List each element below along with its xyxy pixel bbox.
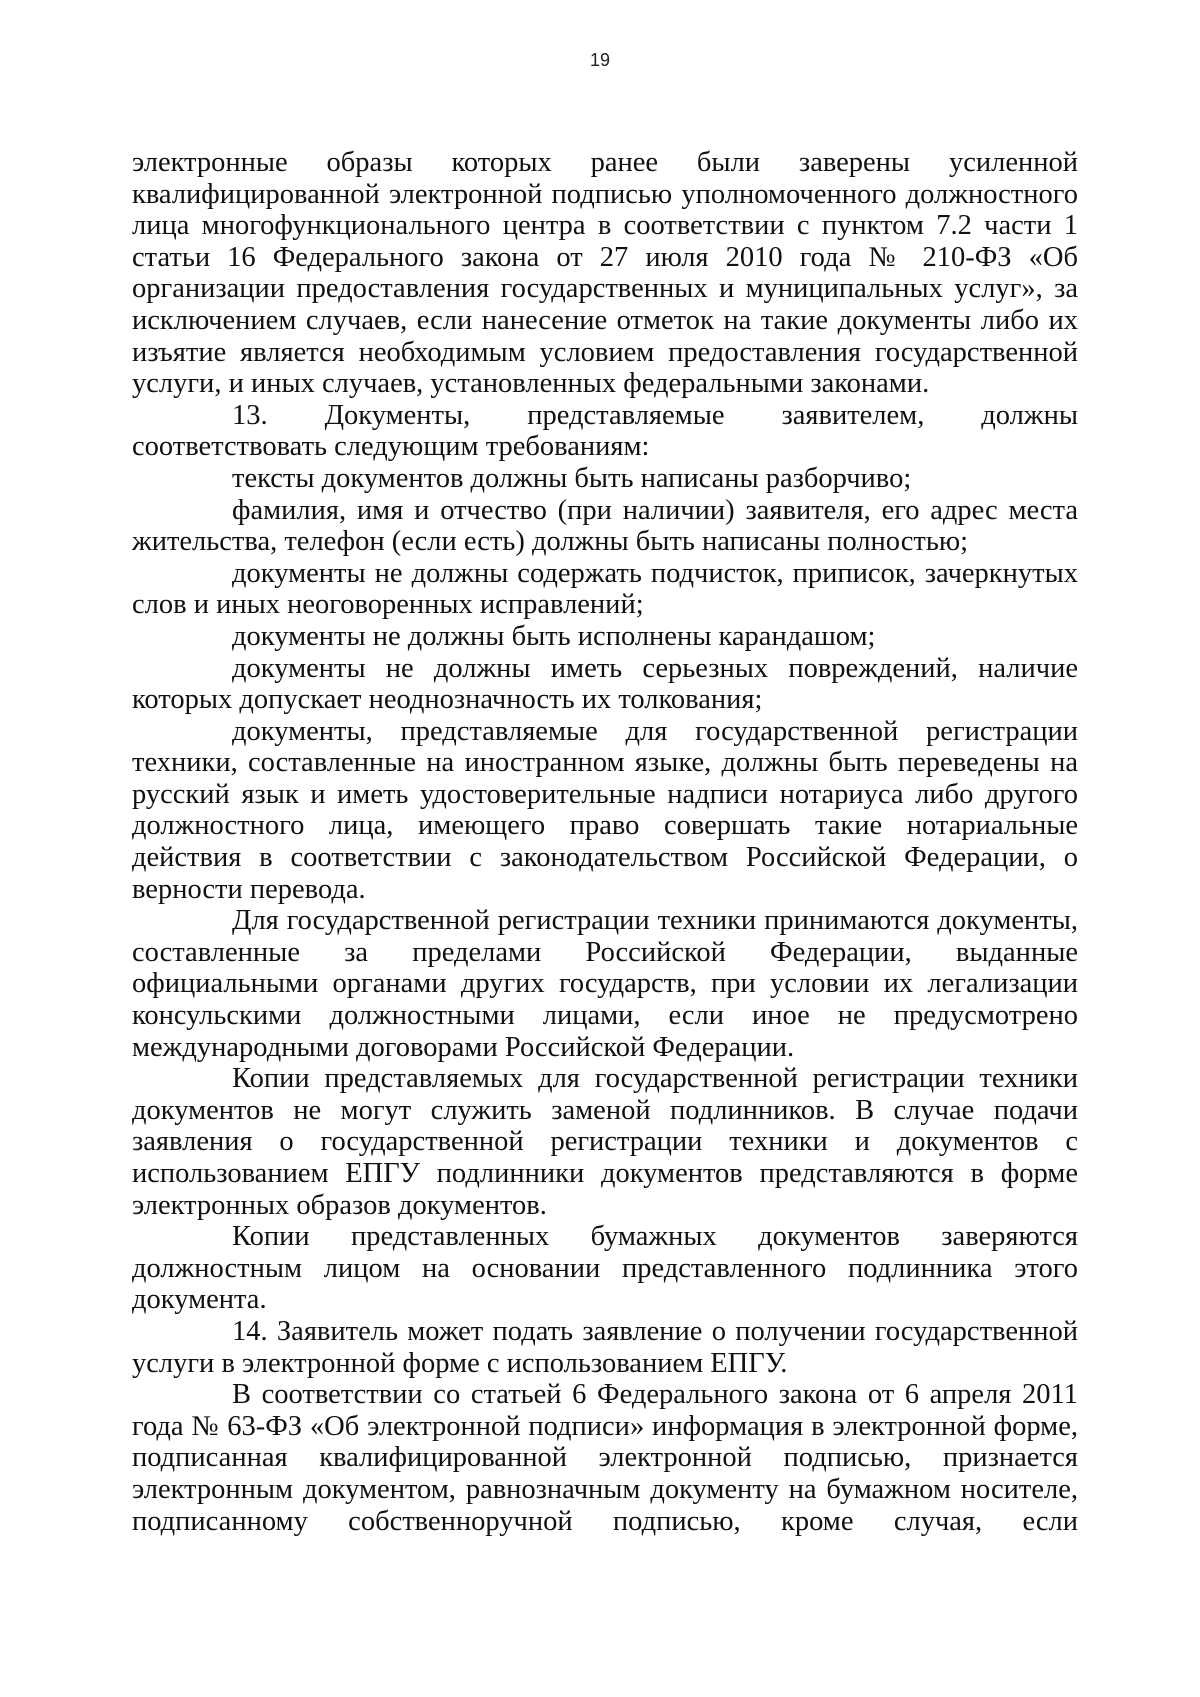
paragraph-continuation: электронные образы которых ранее были заверены усиленной квалифицированной электронной подписью уполномоченного должностного лица многофункционального центра в соответствии с пунктом 7.2 части 1 статьи 16 Федерального закона от 27 июля 2010 года № 210-ФЗ «Об организации предоставления государственных и муниципальных услуг», за исключением случаев, если нанесение отметок на такие документы либо их изъятие является необходимым условием предоставления государственной услуги, и иных случаев, установленных федеральными законами. — [132, 147, 1078, 400]
paragraph-item-13: 13. Документы, представляемые заявителем, должны соответствовать следующим требованиям: — [132, 399, 1078, 463]
requirement-no-damage: документы не должны иметь серьезных повреждений, наличие которых допускает неоднозначность их толкования; — [132, 652, 1078, 716]
requirement-no-erasures: документы не должны содержать подчисток, приписок, зачеркнутых слов и иных неоговоренных исправлений; — [132, 557, 1078, 621]
requirement-full-name: фамилия, имя и отчество (при наличии) заявителя, его адрес места жительства, телефон (если есть) должны быть написаны полностью; — [132, 494, 1078, 558]
paragraph-electronic-signature: В соответствии со статьей 6 Федерального закона от 6 апреля 2011 года № 63-ФЗ «Об электронной подписи» информация в электронной форме, подписанная квалифицированной электронной подписью, признается электронным документом, равнозначным документу на бумажном носителе, подписанному собственноручной подписью, кроме случая, если — [132, 1379, 1078, 1537]
requirement-legible-text: тексты документов должны быть написаны разборчиво; — [232, 462, 912, 494]
paragraph-copies-certification: Копии представленных бумажных документов заверяются должностным лицом на основании представленного подлинника этого документа. — [132, 1221, 1078, 1316]
requirement-no-pencil: документы не должны быть исполнены карандашом; — [232, 620, 876, 652]
paragraph-item-14: 14. Заявитель может подать заявление о получении государственной услуги в электронной форме с использованием ЕПГУ. — [132, 1315, 1078, 1379]
document-body — [132, 147, 1078, 1537]
page-number: 19 — [589, 50, 611, 70]
requirement-translation: документы, представляемые для государственной регистрации техники, составленные на иностранном языке, должны быть переведены на русский язык и иметь удостоверительные надписи нотариуса либо другого должностного лица, имеющего право совершать такие нотариальные действия в соответствии с законодательством Российской Федерации, о верности перевода. — [132, 715, 1078, 905]
paragraph-copies: Копии представляемых для государственной регистрации техники документов не могут служить заменой подлинников. В случае подачи заявления о государственной регистрации техники и документов с использованием ЕПГУ подлинники документов представляются в форме электронных образов документов. — [132, 1063, 1078, 1221]
paragraph-foreign-documents: Для государственной регистрации техники принимаются документы, составленные за пределами Российской Федерации, выданные официальными органами других государств, при условии их легализации консульскими должностными лицами, если иное не предусмотрено международными договорами Российской Федерации. — [132, 905, 1078, 1063]
